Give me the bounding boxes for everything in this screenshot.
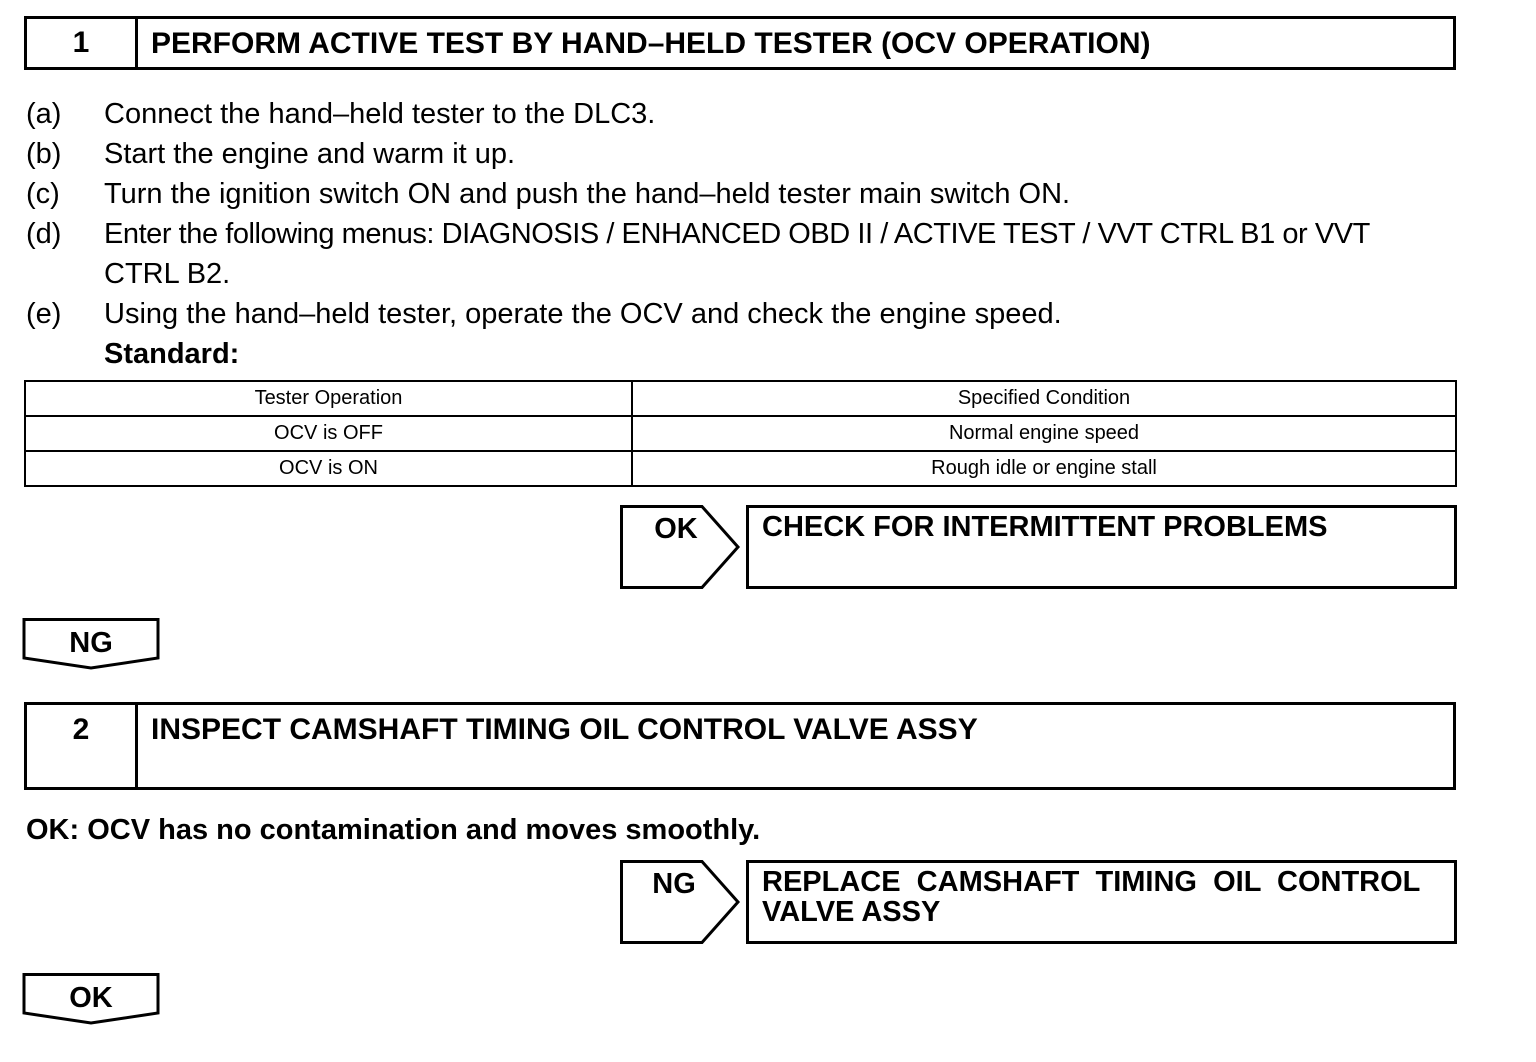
ng-arrow-label: NG (652, 868, 696, 900)
procedure-item-d (26, 214, 1370, 254)
table-row (25, 416, 1456, 451)
procedure-text: Enter the following menus: DIAGNOSIS / ENHANCED OBD II / ACTIVE TEST / VVT CTRL B1 or VVT (104, 218, 1370, 250)
table-header-cell: Tester Operation (25, 381, 632, 416)
table-cell: OCV is OFF (25, 416, 632, 451)
step-2-number: 2 (27, 705, 138, 787)
procedure-item-d-continued (26, 254, 230, 294)
table-header-row (25, 381, 1456, 416)
procedure-item-a (26, 94, 655, 134)
procedure-label: (a) (26, 98, 62, 130)
standard-label-line (26, 334, 239, 374)
procedure-text: Connect the hand–held tester to the DLC3. (104, 98, 656, 130)
step-1-number: 1 (27, 19, 138, 67)
step-1-header (24, 16, 1456, 70)
procedure-item-e (26, 294, 1062, 334)
table-cell: Rough idle or engine stall (632, 451, 1456, 486)
procedure-label: (d) (26, 218, 62, 250)
table-row (25, 451, 1456, 486)
step-1-title: PERFORM ACTIVE TEST BY HAND–HELD TESTER (OCV OPERATION) (151, 27, 1151, 60)
ok-arrow-label: OK (69, 982, 113, 1014)
procedure-text: CTRL B2. (104, 258, 231, 290)
step-2-header (24, 702, 1456, 790)
procedure-label: (e) (26, 298, 62, 330)
standard-table (24, 380, 1457, 487)
ok-criteria-note: OK: OCV has no contamination and moves smoothly. (26, 814, 761, 846)
step-2-title: INSPECT CAMSHAFT TIMING OIL CONTROL VALVE ASSY (151, 713, 978, 746)
ok-result-box (746, 505, 1457, 589)
procedure-label: (b) (26, 138, 62, 170)
procedure-item-c (26, 174, 1070, 214)
table-cell: OCV is ON (25, 451, 632, 486)
procedure-item-b (26, 134, 515, 174)
ng-result-text-line1: REPLACE CAMSHAFT TIMING OIL CONTROL (762, 866, 1421, 898)
ng-result-box (746, 860, 1457, 944)
ng-result-text-line2: VALVE ASSY (762, 896, 941, 928)
ng-arrow-label: NG (69, 627, 113, 659)
ok-result-text: CHECK FOR INTERMITTENT PROBLEMS (762, 511, 1328, 543)
standard-label: Standard: (104, 338, 240, 370)
procedure-label: (c) (26, 178, 60, 210)
procedure-text: Turn the ignition switch ON and push the hand–held tester main switch ON. (104, 178, 1071, 210)
procedure-text: Start the engine and warm it up. (104, 138, 516, 170)
table-header-cell: Specified Condition (632, 381, 1456, 416)
ok-arrow-label: OK (654, 513, 698, 545)
procedure-text: Using the hand–held tester, operate the OCV and check the engine speed. (104, 298, 1062, 330)
table-cell: Normal engine speed (632, 416, 1456, 451)
